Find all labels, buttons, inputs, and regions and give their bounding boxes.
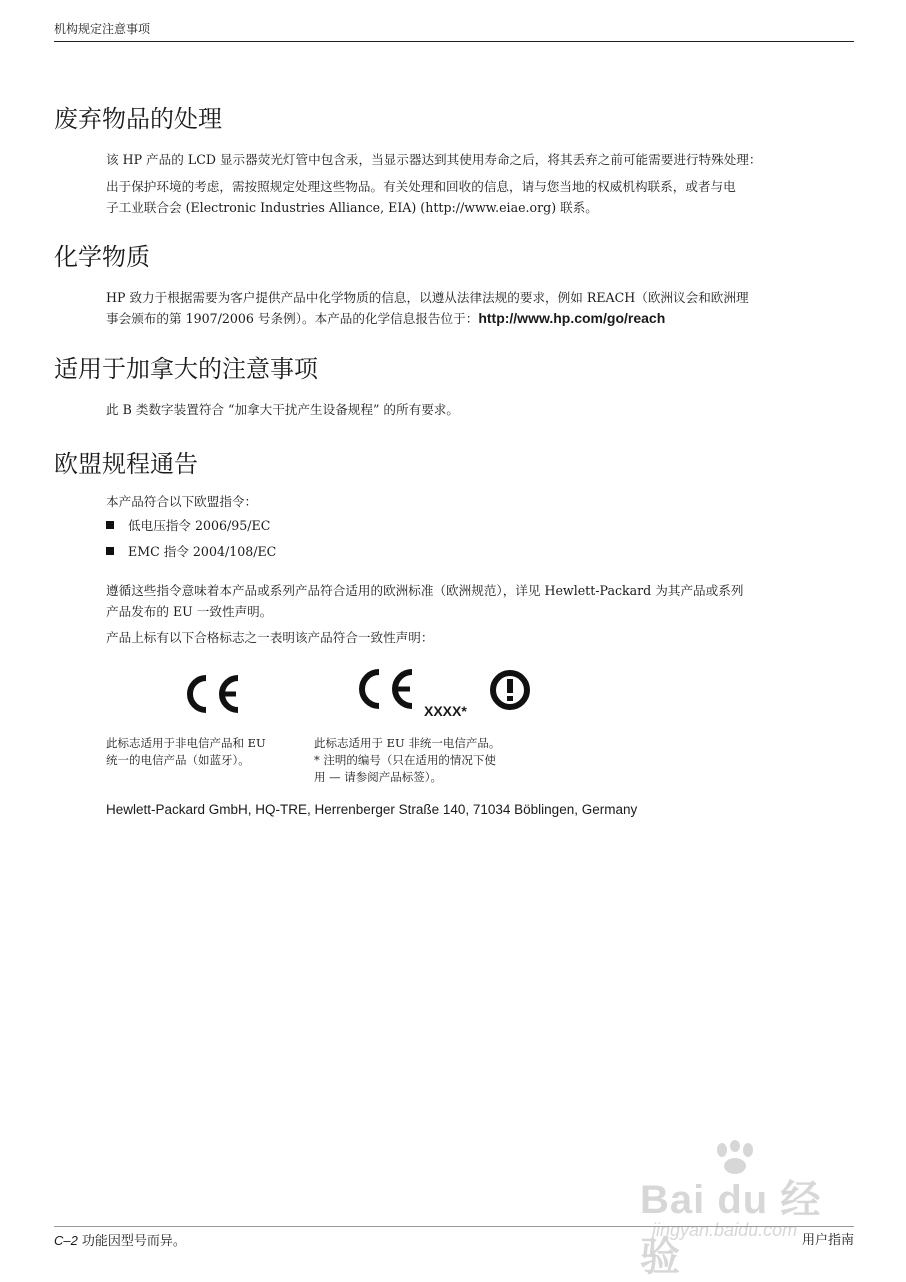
eu-bullet-1 (106, 516, 270, 536)
footer-note: 功能因型号而异。 (81, 1234, 186, 1249)
disposal-para1: 该 HP 产品的 LCD 显示器荧光灯管中包含汞，当显示器达到其使用寿命之后，将其丢弃之前可能需要进行特殊处理： (106, 152, 762, 167)
caption2-line3: 用 — 请参阅产品标签）。 (314, 770, 443, 784)
disposal-para2-line1: 出于保护环境的考虑，需按照规定处理这些物品。有关处理和回收的信息，请与您当地的权威机构联系，或者与电 (106, 179, 736, 194)
bullet-square-icon (106, 521, 114, 529)
caption2-line2: * 注明的编号（只在适用的情况下使 (314, 753, 496, 767)
eu-marks-intro: 产品上标有以下合格标志之一表明该产品符合一致性声明： (106, 630, 434, 645)
eu-compliance-line2: 产品发布的 EU 一致性声明。 (106, 604, 273, 619)
disposal-para2 (106, 176, 856, 218)
chemical-line2 (106, 308, 856, 329)
eu-bullet-1-text: 低电压指令 2006/95/EC (128, 518, 271, 533)
page-number: C–2 (54, 1233, 78, 1248)
eu-compliance-para (106, 580, 856, 622)
eu-intro: 本产品符合以下欧盟指令： (106, 494, 258, 509)
chemical-line1: HP 致力于根据需要为客户提供产品中化学物质的信息，以遵从法律法规的要求，例如 REACH（欧洲议会和欧洲理 (106, 290, 749, 305)
header-title: 机构规定注意事项 (54, 22, 151, 36)
manufacturer-address: Hewlett-Packard GmbH, HQ-TRE, Herrenberger Straße 140, 71034 Böblingen, Germany (106, 802, 638, 817)
watermark-url: jingyan.baidu.com (652, 1220, 798, 1240)
canada-para: 此 B 类数字装置符合 “加拿大干扰产生设备规程” 的所有要求。 (106, 402, 459, 417)
caption-ce-telecom-mark (314, 735, 500, 786)
running-header (54, 20, 854, 42)
eu-bullet-2-text: EMC 指令 2004/108/EC (128, 544, 277, 559)
ce-mark-icon (180, 672, 242, 716)
caption-ce-mark (106, 735, 266, 769)
heading-canada: 适用于加拿大的注意事项 (54, 355, 318, 383)
caption2-line1: 此标志适用于 EU 非统一电信产品。 (314, 736, 501, 750)
caption1-line2: 统一的电信产品（如蓝牙）。 (106, 753, 250, 767)
heading-disposal: 废弃物品的处理 (54, 105, 222, 133)
eu-bullet-2 (106, 542, 276, 562)
footer-right: 用户指南 (801, 1233, 854, 1248)
caption1-line1: 此标志适用于非电信产品和 EU (106, 736, 266, 750)
footer-divider (54, 1226, 854, 1227)
watermark-main-text: Bai du 经验 (640, 1178, 822, 1279)
bullet-square-icon (106, 547, 114, 555)
disposal-para2-line2: 子工业联合会 (Electronic Industries Alliance, EIA) (http://www.eiae.org) 联系。 (106, 200, 598, 215)
chemical-para (106, 287, 856, 329)
heading-chemical: 化学物质 (54, 243, 150, 271)
footer-left (54, 1232, 186, 1251)
ce-mark-telecom-icon (352, 666, 416, 712)
alert-mark-icon (488, 668, 532, 712)
heading-eu: 欧盟规程通告 (54, 450, 198, 478)
eu-compliance-line1: 遵循这些指令意味着本产品或系列产品符合适用的欧洲标准（欧洲规范），详见 Hewlett-Packard 为其产品或系列 (106, 583, 744, 598)
baidu-watermark (640, 1140, 860, 1279)
notified-body-number: XXXX* (424, 703, 467, 719)
reach-link[interactable]: http://www.hp.com/go/reach (478, 310, 666, 326)
chemical-line2-text: 事会颁布的第 1907/2006 号条例）。本产品的化学信息报告位于： (106, 311, 479, 326)
